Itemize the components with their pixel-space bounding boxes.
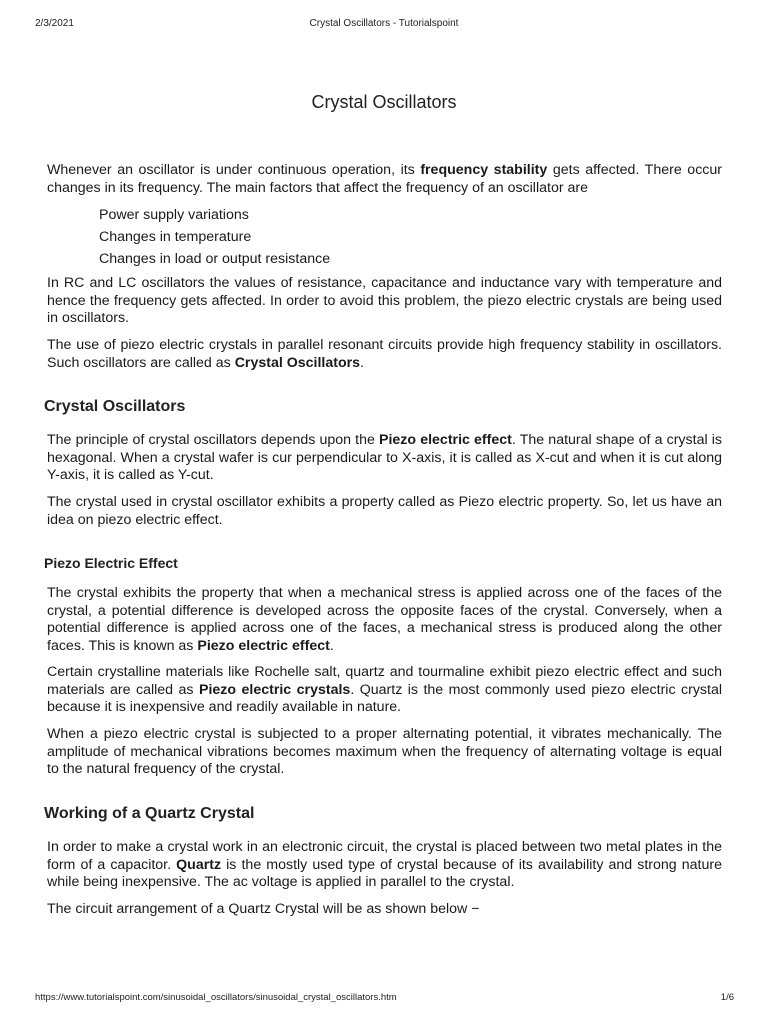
piezo-paragraph-1 — [47, 585, 722, 655]
piezo-paragraph-3-block — [47, 726, 722, 779]
print-doc-title: Crystal Oscillators - Tutorialspoint — [309, 18, 459, 29]
factor-item: Changes in load or output resistance — [99, 251, 331, 267]
intro-paragraph-1-block — [47, 162, 722, 197]
intro-paragraph-3 — [47, 337, 722, 372]
heading-crystal-oscillators: Crystal Oscillators — [44, 398, 186, 415]
crystal-p1-text-b: . The natural shape of a crystal is hexagonal. When a crystal wafer is cur perpendicular to X-axis, it is called as X-cut and when it is cut along Y-axis, it is called as Y-cut. — [47, 432, 722, 484]
quartz-p1-bold: Quartz — [176, 856, 222, 873]
piezo-paragraph-2 — [47, 664, 722, 717]
quartz-p1-text-a: In order to make a crystal work in an electronic circuit, the crystal is placed between two metal plates in the form of a capacitor. — [47, 839, 722, 873]
quartz-paragraph-2-block — [47, 901, 722, 919]
intro-p1-bold: frequency stability — [420, 162, 548, 178]
intro-p3-text-a: The use of piezo electric crystals in parallel resonant circuits provide high frequency stability in oscillators. Such oscillators are called as — [47, 337, 722, 371]
heading-piezo-electric-effect: Piezo Electric Effect — [44, 555, 178, 571]
crystal-p1-bold: Piezo electric effect — [379, 432, 512, 448]
piezo-paragraph-2-block — [47, 664, 722, 717]
crystal-paragraph-2-block — [47, 494, 722, 529]
piezo-p2-text-a: Certain crystalline materials like Rochelle salt, quartz and tourmaline exhibit piezo electric effect and such materials are called as — [47, 664, 722, 698]
print-date: 2/3/2021 — [35, 18, 74, 29]
factors-list-block — [47, 204, 722, 270]
intro-paragraph-3-block — [47, 337, 722, 372]
intro-p1-text-a: Whenever an oscillator is under continuous operation, its — [47, 162, 421, 178]
piezo-p2-text-b: . Quartz is the most commonly used piezo electric crystal because it is inexpensive and readily available in nature. — [47, 681, 722, 716]
intro-paragraph-2-block — [47, 275, 722, 328]
factor-item: Power supply variations — [99, 207, 249, 223]
quartz-paragraph-1-block — [47, 839, 722, 892]
intro-paragraph-1 — [47, 162, 722, 197]
piezo-paragraph-3: When a piezo electric crystal is subjected to a proper alternating potential, it vibrates mechanically. The amplitude of mechanical vibrations becomes maximum when the frequency of alternating voltage is equal to the natural frequency of the crystal. — [47, 726, 722, 778]
intro-p3-text-b: . — [360, 354, 365, 371]
piezo-p1-text-a: The crystal exhibits the property that when a mechanical stress is applied across one of the faces of the crystal, a potential difference is developed across the opposite faces of the crystal. Conversely, when a potential difference is applied across one of the faces, a mechanical stress is produced along the other faces. This is known as — [47, 585, 722, 654]
crystal-paragraph-1 — [47, 432, 722, 485]
quartz-p1-text-b: is the mostly used type of crystal because of its availability and strong nature while being inexpensive. The ac voltage is applied in parallel to the crystal. — [47, 856, 722, 891]
intro-paragraph-2: In RC and LC oscillators the values of resistance, capacitance and inductance vary with temperature and hence the frequency gets affected. In order to avoid this problem, the piezo electric crystals are being used in oscillators. — [47, 275, 722, 327]
piezo-p1-text-b: . — [329, 637, 334, 654]
crystal-paragraph-2: The crystal used in crystal oscillator exhibits a property called as Piezo electric property. So, let us have an idea on piezo electric effect. — [47, 494, 722, 528]
quartz-paragraph-2: The circuit arrangement of a Quartz Crystal will be as shown below − — [47, 901, 480, 917]
intro-p1-text-b: gets affected. There occur changes in its frequency. The main factors that affect the frequency of an oscillator are — [47, 162, 722, 196]
piezo-p1-bold: Piezo electric effect — [197, 637, 330, 654]
piezo-paragraph-1-block — [47, 585, 722, 655]
heading-working-quartz-crystal: Working of a Quartz Crystal — [44, 805, 255, 822]
page-title: Crystal Oscillators — [311, 92, 457, 113]
crystal-p1-text-a: The principle of crystal oscillators depends upon the — [47, 432, 380, 448]
print-url: https://www.tutorialspoint.com/sinusoidal_oscillators/sinusoidal_crystal_oscillators.htm — [35, 992, 397, 1003]
crystal-paragraph-1-block — [47, 432, 722, 485]
factors-list — [47, 204, 722, 270]
intro-p3-bold: Crystal Oscillators — [234, 354, 361, 371]
factor-item: Changes in temperature — [99, 229, 252, 245]
piezo-p2-bold: Piezo electric crystals — [198, 681, 351, 698]
print-page-number: 1/6 — [720, 992, 734, 1003]
quartz-paragraph-1 — [47, 839, 722, 892]
